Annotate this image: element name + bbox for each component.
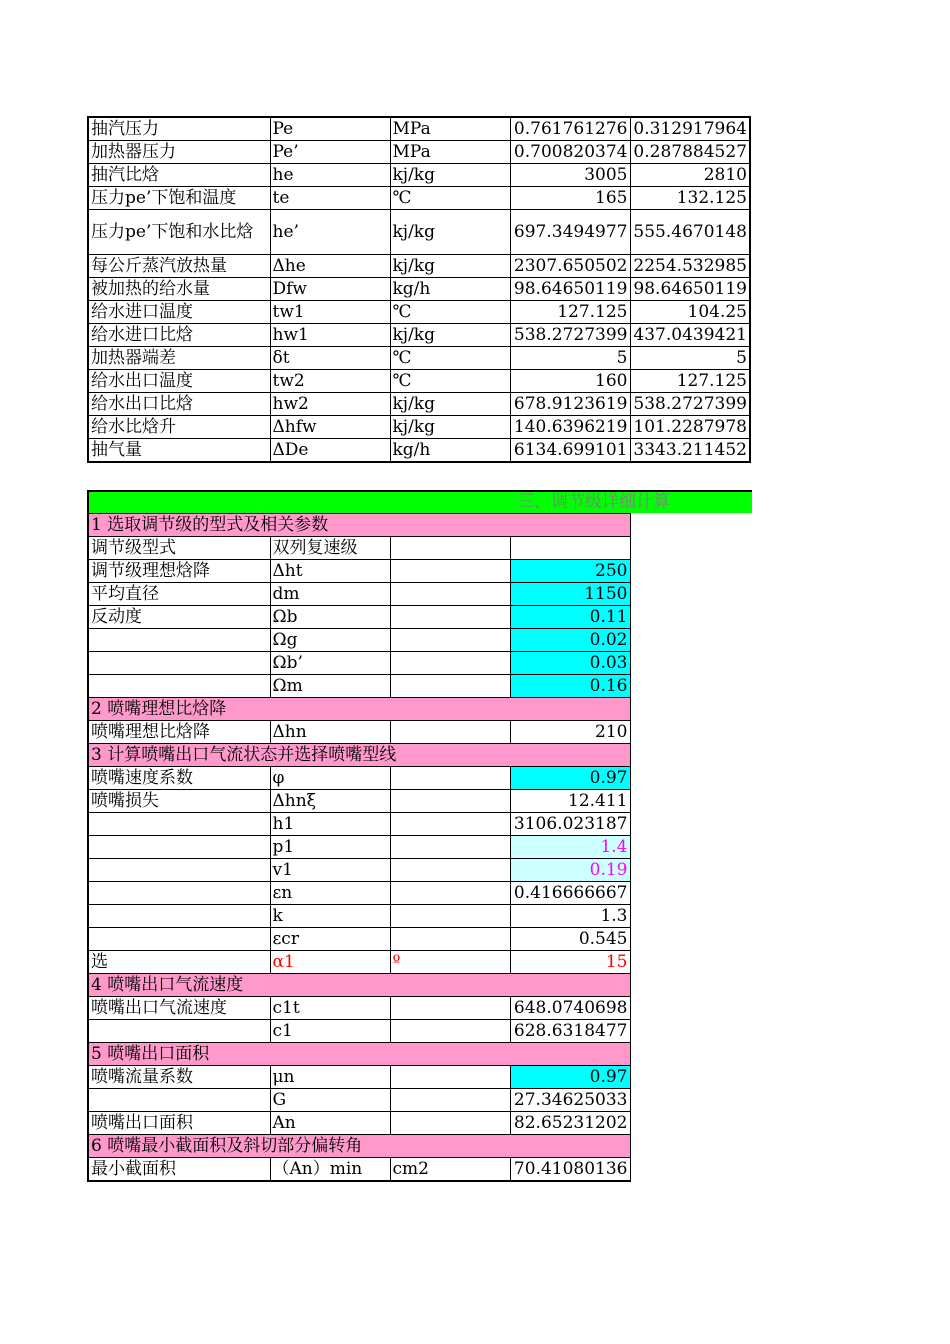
table-cell[interactable] xyxy=(88,1089,270,1112)
table-row xyxy=(88,721,630,744)
table-cell[interactable]: 101.2287978 xyxy=(630,416,750,439)
table-cell[interactable] xyxy=(510,537,630,560)
table-cell[interactable] xyxy=(390,928,510,951)
table-row xyxy=(88,859,630,882)
table-row xyxy=(88,164,750,187)
table-cell[interactable]: ℃ xyxy=(390,370,510,393)
table-cell[interactable]: Ωb’ xyxy=(270,652,390,675)
table-cell[interactable]: dm xyxy=(270,583,390,606)
table-cell[interactable]: ℃ xyxy=(390,301,510,324)
table-cell[interactable]: 喷嘴速度系数 xyxy=(88,767,270,790)
table-row xyxy=(88,629,630,652)
table-cell[interactable]: kj/kg xyxy=(390,210,510,255)
table-cell[interactable]: 给水出口比焓 xyxy=(88,393,270,416)
table-cell[interactable] xyxy=(390,767,510,790)
table-cell[interactable]: 5 xyxy=(510,347,630,370)
table-cell[interactable]: 132.125 xyxy=(630,187,750,210)
table-cell[interactable]: kj/kg xyxy=(390,255,510,278)
table-cell[interactable]: 0.19 xyxy=(510,859,630,882)
table-row xyxy=(88,767,630,790)
table-cell[interactable]: hw1 xyxy=(270,324,390,347)
table-cell[interactable] xyxy=(390,882,510,905)
table-cell[interactable]: 12.411 xyxy=(510,790,630,813)
table-row xyxy=(88,997,630,1020)
table-cell[interactable]: 127.125 xyxy=(510,301,630,324)
table-cell[interactable]: te xyxy=(270,187,390,210)
table-cell[interactable]: 104.25 xyxy=(630,301,750,324)
section-header[interactable]: 4 喷嘴出口气流速度 xyxy=(88,974,630,997)
table-cell[interactable]: 给水进口温度 xyxy=(88,301,270,324)
table-cell[interactable]: 喷嘴出口面积 xyxy=(88,1112,270,1135)
table-cell[interactable]: 127.125 xyxy=(630,370,750,393)
table-cell[interactable]: Pe xyxy=(270,117,390,141)
table-cell[interactable]: 喷嘴出口气流速度 xyxy=(88,997,270,1020)
table-row xyxy=(88,1066,630,1089)
table-cell[interactable]: 82.65231202 xyxy=(510,1112,630,1135)
table-cell[interactable]: Dfw xyxy=(270,278,390,301)
table-cell[interactable]: 0.11 xyxy=(510,606,630,629)
table-cell[interactable] xyxy=(88,652,270,675)
table-row xyxy=(88,347,750,370)
table-cell[interactable]: 0.545 xyxy=(510,928,630,951)
table-cell[interactable] xyxy=(390,1020,510,1043)
table-cell[interactable]: 抽汽比焓 xyxy=(88,164,270,187)
table-cell[interactable]: 0.416666667 xyxy=(510,882,630,905)
table-cell[interactable]: 平均直径 xyxy=(88,583,270,606)
table-cell[interactable]: 喷嘴流量系数 xyxy=(88,1066,270,1089)
table-cell[interactable]: 2810 xyxy=(630,164,750,187)
table-row xyxy=(88,439,750,463)
table-cell[interactable]: 1.4 xyxy=(510,836,630,859)
section-title: 三、调节级详细计算 xyxy=(517,492,670,512)
table-row xyxy=(88,278,750,301)
table-cell[interactable]: kj/kg xyxy=(390,416,510,439)
table-cell[interactable]: 选 xyxy=(88,951,270,974)
table-cell[interactable] xyxy=(390,790,510,813)
table-cell[interactable] xyxy=(390,606,510,629)
section-header-row xyxy=(88,1043,630,1066)
table-cell[interactable]: 538.2727399 xyxy=(630,393,750,416)
table-row xyxy=(88,905,630,928)
table-cell[interactable]: 最小截面积 xyxy=(88,1158,270,1182)
table-cell[interactable]: μn xyxy=(270,1066,390,1089)
table-cell[interactable]: 喷嘴损失 xyxy=(88,790,270,813)
table-cell[interactable] xyxy=(88,629,270,652)
table-cell[interactable]: 0.97 xyxy=(510,767,630,790)
table-cell[interactable]: 678.9123619 xyxy=(510,393,630,416)
table-cell[interactable]: 加热器压力 xyxy=(88,141,270,164)
table-row xyxy=(88,951,630,974)
table-cell[interactable]: tw1 xyxy=(270,301,390,324)
table-cell[interactable]: he’ xyxy=(270,210,390,255)
table-cell[interactable]: hw2 xyxy=(270,393,390,416)
table-row xyxy=(88,560,630,583)
table-cell[interactable]: he xyxy=(270,164,390,187)
table-cell[interactable] xyxy=(390,629,510,652)
table-cell[interactable] xyxy=(390,1066,510,1089)
table-cell[interactable]: MPa xyxy=(390,141,510,164)
table-row xyxy=(88,393,750,416)
table-cell[interactable]: 0.97 xyxy=(510,1066,630,1089)
table-row xyxy=(88,370,750,393)
table-cell[interactable]: Δhfw xyxy=(270,416,390,439)
table-cell[interactable] xyxy=(390,675,510,698)
table-cell[interactable]: k xyxy=(270,905,390,928)
table-cell[interactable] xyxy=(390,721,510,744)
table-cell[interactable]: kj/kg xyxy=(390,164,510,187)
table-cell[interactable]: p1 xyxy=(270,836,390,859)
table-cell[interactable]: 1.3 xyxy=(510,905,630,928)
table-cell[interactable]: 697.3494977 xyxy=(510,210,630,255)
section-header[interactable]: 1 选取调节级的型式及相关参数 xyxy=(88,514,630,537)
section-header[interactable]: 6 喷嘴最小截面积及斜切部分偏转角 xyxy=(88,1135,630,1158)
table-cell[interactable] xyxy=(390,859,510,882)
table-cell[interactable]: 5 xyxy=(630,347,750,370)
table-cell[interactable]: Δhn xyxy=(270,721,390,744)
table-cell[interactable]: MPa xyxy=(390,117,510,141)
table-cell[interactable]: 每公斤蒸汽放热量 xyxy=(88,255,270,278)
table-row xyxy=(88,1020,630,1043)
table-cell[interactable]: Δhnξ xyxy=(270,790,390,813)
table-cell[interactable]: 165 xyxy=(510,187,630,210)
table-cell[interactable]: δt xyxy=(270,347,390,370)
table-cell[interactable]: 抽汽压力 xyxy=(88,117,270,141)
table-cell[interactable] xyxy=(88,813,270,836)
table-cell[interactable]: 0.287884527 xyxy=(630,141,750,164)
table-cell[interactable] xyxy=(390,583,510,606)
table-row xyxy=(88,187,750,210)
table-cell[interactable]: 抽气量 xyxy=(88,439,270,463)
table-cell[interactable]: Ωb xyxy=(270,606,390,629)
table-cell[interactable]: An xyxy=(270,1112,390,1135)
table-cell[interactable]: º xyxy=(390,951,510,974)
table-row xyxy=(88,928,630,951)
table-cell[interactable]: 210 xyxy=(510,721,630,744)
table-cell[interactable]: Δht xyxy=(270,560,390,583)
table-cell[interactable]: kg/h xyxy=(390,439,510,463)
table-cell[interactable]: c1 xyxy=(270,1020,390,1043)
table-row xyxy=(88,606,630,629)
table-cell[interactable]: 250 xyxy=(510,560,630,583)
section-header[interactable]: 5 喷嘴出口面积 xyxy=(88,1043,630,1066)
table-row xyxy=(88,790,630,813)
table-cell[interactable]: Δhe xyxy=(270,255,390,278)
table-cell[interactable] xyxy=(390,1112,510,1135)
table-cell[interactable]: 加热器端差 xyxy=(88,347,270,370)
table-cell[interactable] xyxy=(390,836,510,859)
table-cell[interactable]: 2307.650502 xyxy=(510,255,630,278)
table-cell[interactable] xyxy=(88,859,270,882)
table-cell[interactable]: c1t xyxy=(270,997,390,1020)
table-cell[interactable]: 437.0439421 xyxy=(630,324,750,347)
table-cell[interactable] xyxy=(390,537,510,560)
table-cell[interactable]: 70.41080136 xyxy=(510,1158,630,1182)
table-cell[interactable] xyxy=(88,928,270,951)
table-cell[interactable]: 0.03 xyxy=(510,652,630,675)
table-row xyxy=(88,1158,630,1182)
table-row xyxy=(88,301,750,324)
table-cell[interactable] xyxy=(390,813,510,836)
table-cell[interactable]: 给水进口比焓 xyxy=(88,324,270,347)
section-header[interactable]: 2 喷嘴理想比焓降 xyxy=(88,698,630,721)
table-cell[interactable]: 压力pe’下饱和水比焓 xyxy=(88,210,270,255)
table-cell[interactable]: 调节级型式 xyxy=(88,537,270,560)
heater-parameters-table xyxy=(87,116,751,463)
table-cell[interactable] xyxy=(88,882,270,905)
table-cell[interactable]: 3106.023187 xyxy=(510,813,630,836)
table-cell[interactable]: 反动度 xyxy=(88,606,270,629)
table-cell[interactable]: 140.6396219 xyxy=(510,416,630,439)
table-cell[interactable]: 555.4670148 xyxy=(630,210,750,255)
table-cell[interactable]: εn xyxy=(270,882,390,905)
table-cell[interactable]: kj/kg xyxy=(390,324,510,347)
table-row xyxy=(88,255,750,278)
table-cell[interactable]: 0.761761276 xyxy=(510,117,630,141)
table-cell[interactable]: 0.16 xyxy=(510,675,630,698)
table-cell[interactable] xyxy=(88,1020,270,1043)
table-cell[interactable]: 3005 xyxy=(510,164,630,187)
table-cell[interactable]: kj/kg xyxy=(390,393,510,416)
table-cell[interactable]: v1 xyxy=(270,859,390,882)
table-cell[interactable]: 0.312917964 xyxy=(630,117,750,141)
table-row xyxy=(88,882,630,905)
table-cell[interactable]: kg/h xyxy=(390,278,510,301)
table-row xyxy=(88,675,630,698)
table-cell[interactable] xyxy=(88,836,270,859)
table-row xyxy=(88,210,750,255)
table-cell[interactable]: 160 xyxy=(510,370,630,393)
table-cell[interactable]: 压力pe’下饱和温度 xyxy=(88,187,270,210)
table-row xyxy=(88,813,630,836)
table-cell[interactable]: 98.64650119 xyxy=(630,278,750,301)
table-cell[interactable]: φ xyxy=(270,767,390,790)
table-cell[interactable]: εcr xyxy=(270,928,390,951)
table-row xyxy=(88,117,750,141)
table-cell[interactable]: α1 xyxy=(270,951,390,974)
table-cell[interactable]: 628.6318477 xyxy=(510,1020,630,1043)
table-cell[interactable] xyxy=(390,1089,510,1112)
table-cell[interactable]: 0.700820374 xyxy=(510,141,630,164)
section-header-row xyxy=(88,744,630,767)
table-cell[interactable]: 喷嘴理想比焓降 xyxy=(88,721,270,744)
table-cell[interactable]: 被加热的给水量 xyxy=(88,278,270,301)
table-cell[interactable]: h1 xyxy=(270,813,390,836)
table-cell[interactable]: 给水比焓升 xyxy=(88,416,270,439)
table-cell[interactable]: 2254.532985 xyxy=(630,255,750,278)
table-cell[interactable]: Pe’ xyxy=(270,141,390,164)
table-cell[interactable]: ΔDe xyxy=(270,439,390,463)
table-cell[interactable]: cm2 xyxy=(390,1158,510,1182)
table-cell[interactable]: 98.64650119 xyxy=(510,278,630,301)
table-cell[interactable]: 538.2727399 xyxy=(510,324,630,347)
table-cell[interactable]: 27.34625033 xyxy=(510,1089,630,1112)
table-cell[interactable] xyxy=(88,675,270,698)
section-header-row xyxy=(88,514,630,537)
table-cell[interactable]: （An）min xyxy=(270,1158,390,1182)
table-cell[interactable]: 0.02 xyxy=(510,629,630,652)
table-cell[interactable]: G xyxy=(270,1089,390,1112)
table-cell[interactable] xyxy=(390,997,510,1020)
table-row xyxy=(88,537,630,560)
table-cell[interactable]: Ωg xyxy=(270,629,390,652)
table-cell[interactable] xyxy=(390,560,510,583)
table-cell[interactable]: 双列复速级 xyxy=(270,537,390,560)
table-cell[interactable]: tw2 xyxy=(270,370,390,393)
table-cell[interactable]: ℃ xyxy=(390,347,510,370)
table-cell[interactable]: 6134.699101 xyxy=(510,439,630,463)
table-cell[interactable] xyxy=(88,905,270,928)
table-row xyxy=(88,836,630,859)
table-row xyxy=(88,141,750,164)
table-cell[interactable]: 调节级理想焓降 xyxy=(88,560,270,583)
section-header[interactable]: 3 计算喷嘴出口气流状态并选择喷嘴型线 xyxy=(88,744,630,767)
table-cell[interactable]: 15 xyxy=(510,951,630,974)
table-row xyxy=(88,1112,630,1135)
table-cell[interactable]: 648.0740698 xyxy=(510,997,630,1020)
table-cell[interactable]: 3343.211452 xyxy=(630,439,750,463)
table-row xyxy=(88,583,630,606)
table-row xyxy=(88,652,630,675)
table-row xyxy=(88,324,750,347)
section-header-row xyxy=(88,1135,630,1158)
section-header-row xyxy=(88,698,630,721)
governing-stage-table xyxy=(87,513,631,1182)
section-header-row xyxy=(88,974,630,997)
table-cell[interactable]: ℃ xyxy=(390,187,510,210)
table-cell[interactable]: 给水出口温度 xyxy=(88,370,270,393)
table-row xyxy=(88,1089,630,1112)
table-row xyxy=(88,416,750,439)
table-cell[interactable]: Ωm xyxy=(270,675,390,698)
section-banner xyxy=(87,490,752,513)
table-cell[interactable] xyxy=(390,905,510,928)
table-cell[interactable] xyxy=(390,652,510,675)
table-cell[interactable]: 1150 xyxy=(510,583,630,606)
